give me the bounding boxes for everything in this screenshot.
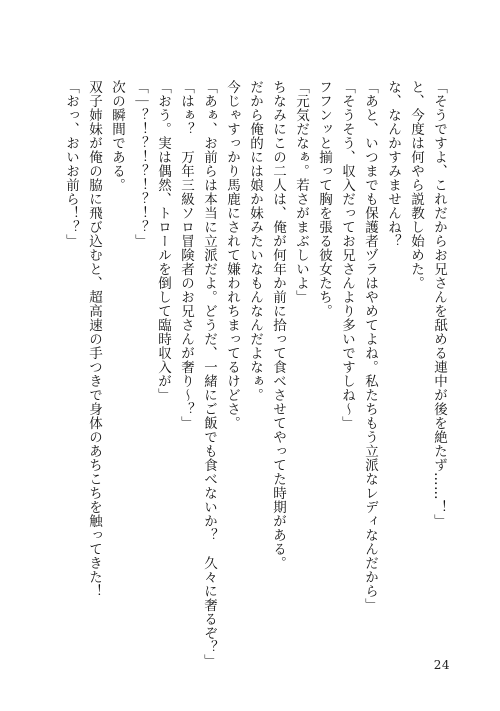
text-line: 「あぁ、お前らは本当に立派だよ。どうだ、一緒にご飯でも食べないか？ 久々に奢るぞ？」 <box>201 80 217 668</box>
text-line: 今じゃすっかり馬鹿にされて嫌われちまってるけどさ。 <box>224 80 240 430</box>
text-line: 「はぁ？ 万年三級ソロ冒険者のお兄さんが奢り〜？」 <box>178 80 194 430</box>
text-line: 「｜？！？！？！？！？」 <box>132 80 148 248</box>
text-line: 「そうですよ、これだからお兄さんを舐める連中が後を絶たず……！」 <box>431 80 447 528</box>
text-line: と、今度は何やら説教し始めた。 <box>408 80 424 290</box>
text-line: フフンッと揃って胸を張る彼女たち。 <box>316 80 332 318</box>
text-line: 「おう。実は偶然、トロールを倒して臨時収入が」 <box>155 80 171 402</box>
page-number: 24 <box>433 658 450 672</box>
text-line: ちなみにこの二人は、俺が何年か前に拾って食べさせてやってた時期がある。 <box>270 80 286 570</box>
text-line: 「おっ、おいお前ら！？」 <box>63 80 79 248</box>
text-line: だから俺的には娘か妹みたいなもんなんだよなぁ。 <box>247 80 263 402</box>
text-line: 双子姉妹が俺の脇に飛び込むと、超高速の手つきで身体のあちこちを触ってきた！ <box>86 80 102 598</box>
text-line: 「元気だなぁ。若さがまぶしいよ」 <box>293 80 309 304</box>
text-line: 次の瞬間である。 <box>109 80 125 192</box>
text-line: な、なんかすみませんね？ <box>385 80 401 248</box>
text-line: 「そうそう、収入だってお兄さんより多いですしね〜」 <box>339 80 355 430</box>
text-line: 「あと、いつまでも保護者ヅラはやめてよね。私たちもう立派なレディなんだから」 <box>362 80 378 612</box>
